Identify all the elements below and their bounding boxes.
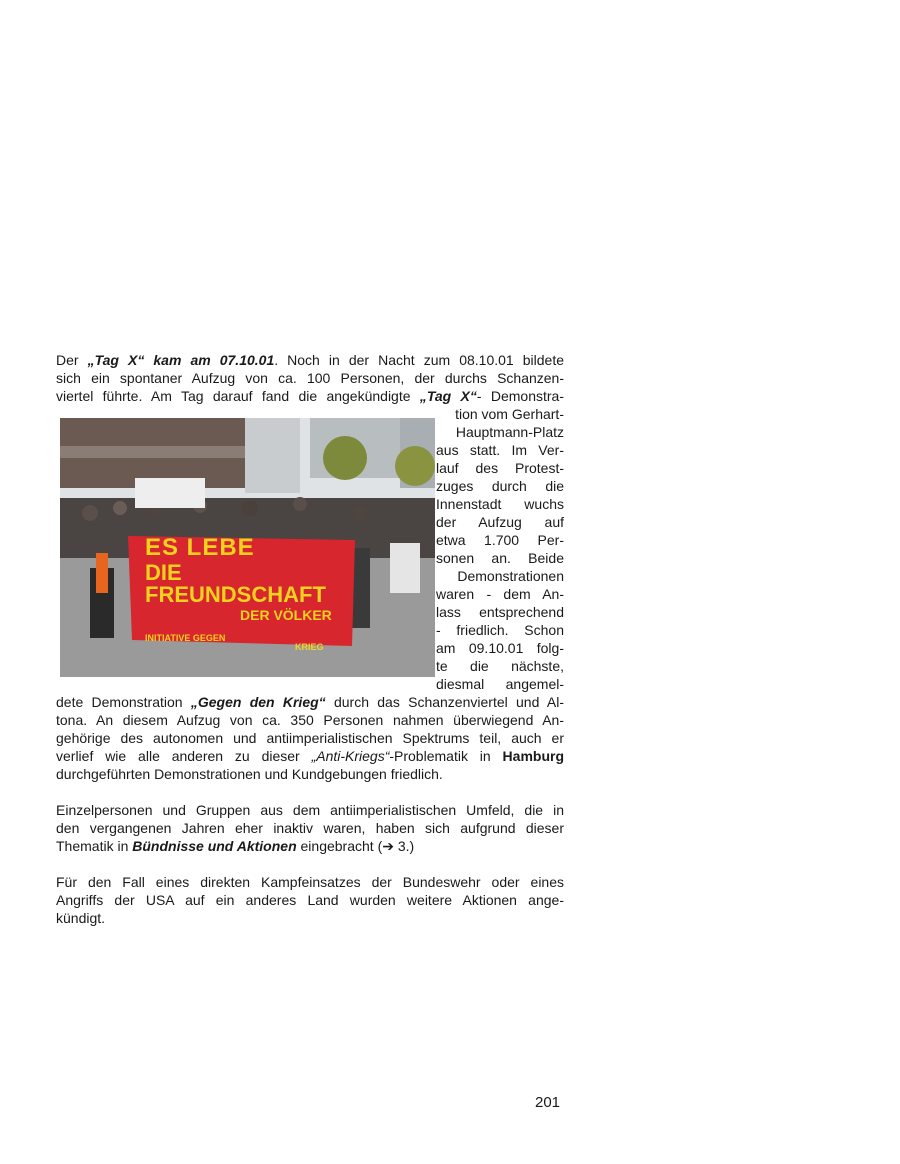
text-line: gehörige des autonomen und antiimperialistischen Spektrums teil, auch er	[56, 730, 564, 746]
text-line: dete Demonstration „Gegen den Krieg“ durch das Schanzenviertel und Al-	[56, 694, 564, 710]
text-line: tion vom Gerhart-	[455, 406, 564, 422]
text-line: Thematik in Bündnisse und Aktionen eingebracht (➔ 3.)	[56, 838, 415, 854]
banner-line: INITIATIVE GEGEN	[145, 633, 226, 643]
banner-line: ES LEBE	[145, 534, 255, 561]
page-number: 201	[535, 1094, 561, 1111]
banner-text	[145, 536, 345, 652]
text-line: sich ein spontaner Aufzug von ca. 100 Personen, der durchs Schanzen-	[56, 370, 564, 386]
text-line: aus statt. Im Ver-	[436, 442, 564, 458]
banner-line: DER VÖLKER	[240, 607, 332, 623]
text-line: - friedlich. Schon	[436, 622, 564, 638]
text-line: waren - dem An-	[436, 586, 564, 602]
text-line: kündigt.	[56, 910, 106, 926]
text-line: Innenstadt wuchs	[436, 496, 564, 512]
text-line: lauf des Protest-	[436, 460, 564, 476]
text-line: etwa 1.700 Per-	[436, 532, 564, 548]
text-line: te die nächste,	[436, 658, 564, 674]
text-line: zuges durch die	[436, 478, 564, 494]
text-line: viertel führte. Am Tag darauf fand die angekündigte „Tag X“- Demonstra-	[56, 388, 564, 404]
text-line: verlief wie alle anderen zu dieser „Anti-Kriegs“-Problematik in Hamburg	[56, 748, 564, 764]
text-line: Für den Fall eines direkten Kampfeinsatzes der Bundeswehr oder eines	[56, 874, 564, 890]
banner-line: KRIEG	[295, 642, 324, 652]
text-line: lass entsprechend	[436, 604, 564, 620]
text-line: diesmal angemel-	[436, 676, 564, 692]
text-line: durchgeführten Demonstrationen und Kundgebungen friedlich.	[56, 766, 443, 782]
text-line: Hauptmann-Platz	[455, 424, 564, 440]
wrapped-text-block	[436, 405, 564, 693]
text-line: tona. An diesem Aufzug von ca. 350 Personen nahmen überwiegend An-	[56, 712, 564, 728]
banner-line: DIE FREUNDSCHAFT	[145, 560, 326, 607]
text-line: am 09.10.01 folg-	[436, 640, 564, 656]
text-line: Einzelpersonen und Gruppen aus dem antiimperialistischen Umfeld, die in	[56, 802, 564, 818]
text-line: Der „Tag X“ kam am 07.10.01. Noch in der Nacht zum 08.10.01 bildete	[56, 352, 564, 368]
text-line: der Aufzug auf	[436, 514, 564, 530]
arrow-icon: ➔	[382, 838, 394, 854]
text-line: den vergangenen Jahren eher inaktiv waren, haben sich aufgrund dieser	[56, 820, 564, 836]
text-line: Angriffs der USA auf ein anderes Land wurden weitere Aktionen ange-	[56, 892, 564, 908]
text-line: sonen an. Beide	[436, 550, 564, 566]
text-line: Demonstrationen	[457, 568, 564, 584]
demonstration-photo	[60, 418, 435, 677]
